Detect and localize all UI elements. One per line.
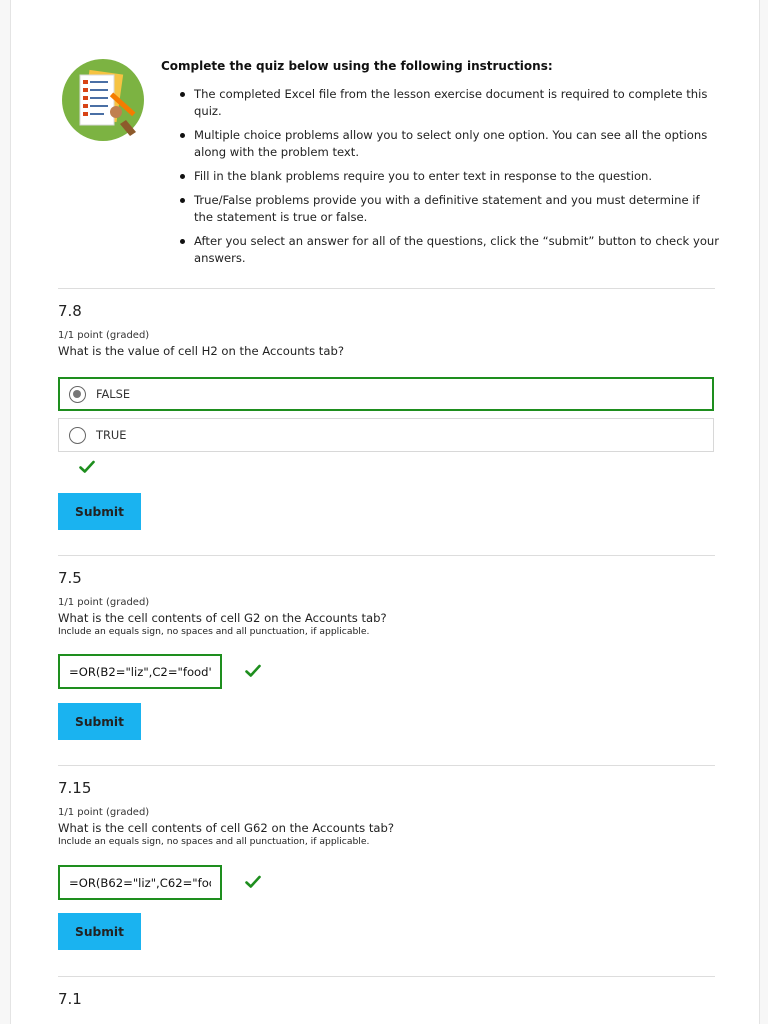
instruction-item: After you select an answer for all of the questions, click the “submit” button to check your answers.	[161, 233, 721, 267]
option-false[interactable]	[58, 377, 714, 411]
divider	[58, 555, 715, 556]
problem-points: 1/1 point (graded)	[58, 807, 150, 818]
problem-7-15	[58, 779, 718, 959]
option-label: TRUE	[96, 428, 127, 442]
problem-question: What is the cell contents of cell G62 on the Accounts tab?	[58, 821, 395, 835]
problem-hint: Include an equals sign, no spaces and all punctuation, if applicable.	[58, 836, 370, 847]
problem-7-1	[58, 990, 718, 1024]
answer-input[interactable]	[58, 865, 222, 900]
problem-points: 1/1 point (graded)	[58, 597, 150, 608]
instruction-item: True/False problems provide you with a definitive statement and you must determine if the statement is true or false.	[161, 192, 721, 226]
problem-hint: Include an equals sign, no spaces and all punctuation, if applicable.	[58, 626, 370, 637]
option-label: FALSE	[96, 387, 131, 401]
problem-title: 7.5	[58, 569, 82, 587]
instruction-item: Multiple choice problems allow you to select only one option. You can see all the options along with the problem text.	[161, 127, 721, 161]
problem-question: What is the value of cell H2 on the Accounts tab?	[58, 344, 344, 358]
checklist-pencil-icon	[60, 58, 146, 142]
submit-button[interactable]: Submit	[58, 493, 141, 530]
instruction-item: The completed Excel file from the lesson exercise document is required to complete this quiz.	[161, 86, 721, 120]
problem-title: 7.8	[58, 302, 82, 320]
option-true[interactable]	[58, 418, 714, 452]
check-icon	[245, 875, 261, 889]
problem-7-8	[58, 302, 718, 542]
instructions-title: Complete the quiz below using the following instructions:	[161, 59, 553, 73]
check-icon	[245, 664, 261, 678]
instructions-section	[11, 0, 761, 290]
instructions-list	[161, 86, 721, 274]
quiz-page	[10, 0, 760, 1024]
check-icon	[79, 460, 95, 474]
problem-question: What is the cell contents of cell G2 on the Accounts tab?	[58, 611, 387, 625]
submit-button[interactable]: Submit	[58, 913, 141, 950]
problem-7-5	[58, 569, 718, 749]
radio-button[interactable]	[69, 427, 86, 444]
problem-points: 1/1 point (graded)	[58, 330, 150, 341]
answer-input[interactable]	[58, 654, 222, 689]
problem-title: 7.15	[58, 779, 92, 797]
submit-button[interactable]: Submit	[58, 703, 141, 740]
problem-title: 7.1	[58, 990, 82, 1008]
divider	[58, 288, 715, 289]
radio-button-selected[interactable]	[69, 386, 86, 403]
divider	[58, 976, 715, 977]
divider	[58, 765, 715, 766]
instruction-item: Fill in the blank problems require you to enter text in response to the question.	[161, 168, 721, 185]
